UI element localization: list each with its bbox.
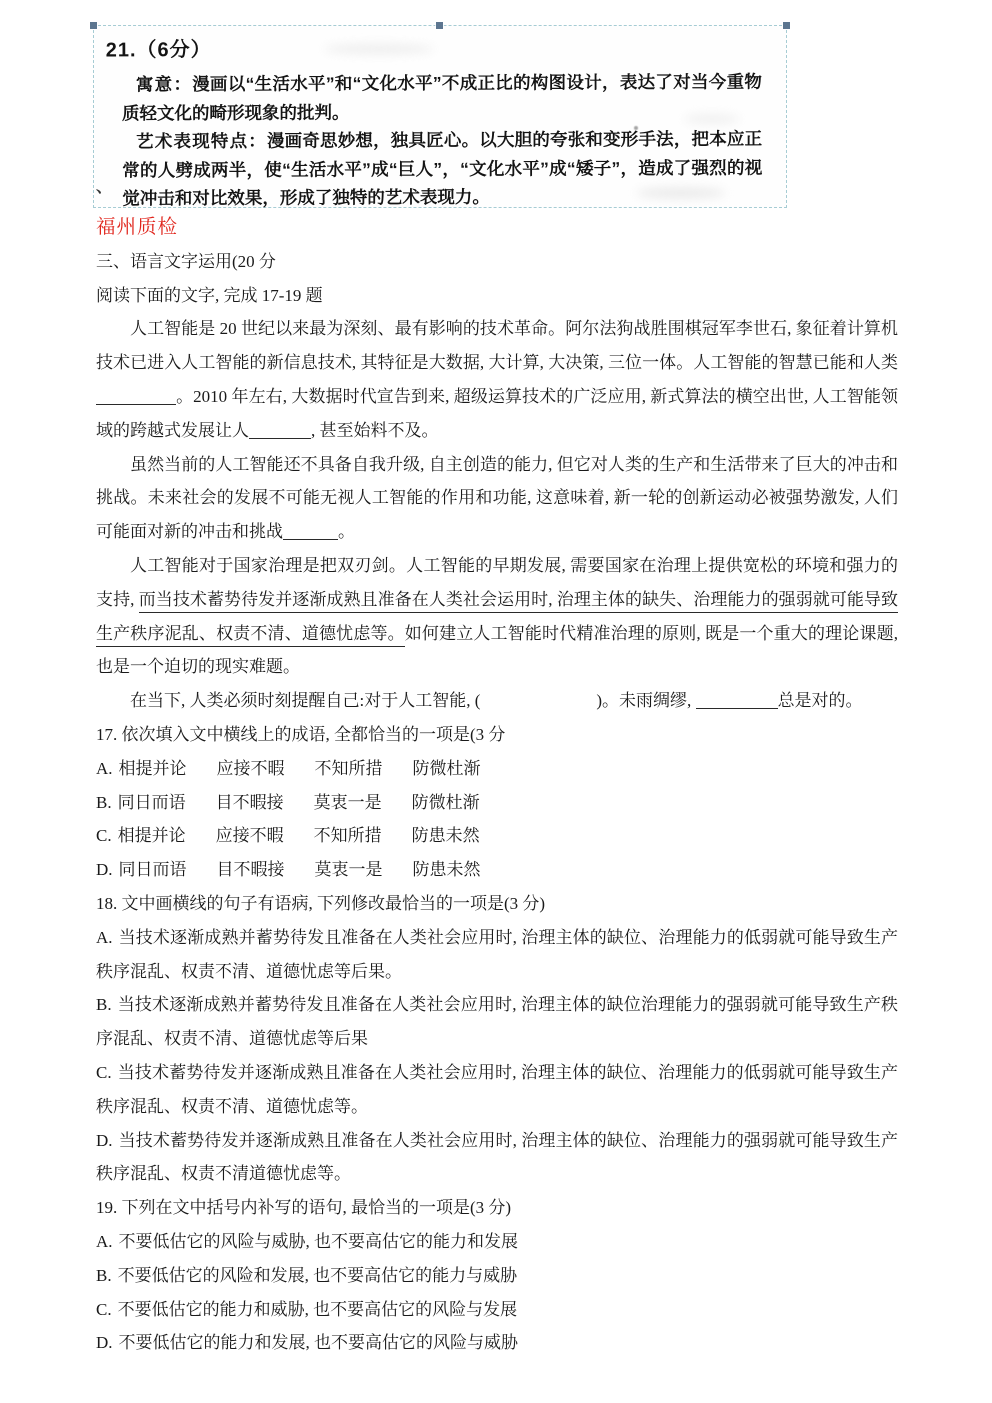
option-label: B. (96, 1265, 112, 1285)
scan-content (94, 24, 787, 208)
question-17-option (96, 853, 898, 887)
idiom-choice: 不知所措 (313, 826, 382, 846)
idiom-choice: 相提并论 (118, 758, 187, 778)
idiom-choice: 防微杜渐 (411, 792, 480, 812)
question-17-option (96, 752, 898, 786)
idiom-choice: 目不暇接 (216, 860, 285, 880)
idiom-choice: 应接不暇 (215, 826, 284, 846)
option-label: C. (96, 826, 112, 846)
question-17-option (96, 819, 898, 853)
question-19-option (96, 1326, 898, 1360)
passage-paragraph: 虽然当前的人工智能还不具备自我升级, 自主创造的能力, 但它对人类的生产和生活带来了巨大的冲击和挑战。未来社会的发展不可能无视人工智能的作用和功能, 这意味着, 新一轮的创新运动必被强势激发, 人们可能面对新的冲击和挑战 。 (96, 454, 898, 542)
question-18-option (96, 988, 898, 1056)
idiom-choice: 同日而语 (118, 860, 187, 880)
fill-in-blank (283, 529, 338, 540)
option-label: B. (96, 995, 112, 1015)
passage-paragraph: 人工智能对于国家治理是把双刃剑。人工智能的早期发展, 需要国家在治理上提供宽松的环境和强力的支持, 而当技术蓄势待发并逐渐成熟且准备在人类社会运用时, 治理主体的缺失、治理能力的强弱就可能导致生产秩序泥乱、权责不清、道德忧虑等。如何建立人工智能时代精准治理的原则, 既是一个重大的理论课题, 也是一个迫切的现实难题。 (96, 555, 899, 677)
section-title: 三、语言文字运用(20 分 (96, 251, 276, 271)
scan-question-number: 21.（6分） (105, 38, 212, 62)
fill-in-blank (96, 394, 176, 405)
question-18-option (96, 921, 898, 989)
question-18-option (96, 1056, 898, 1124)
option-text: 不要低估它的风险和发展, 也不要高估它的能力与威胁 (117, 1265, 518, 1285)
scan-paragraph-label: 寓意： (135, 74, 193, 95)
fill-in-blank (696, 698, 778, 709)
question-18-stem: 18. 文中画横线的句子有语病, 下列修改最恰当的一项是(3 分) (96, 893, 546, 913)
question-19-options (96, 1225, 898, 1360)
option-text: 当技术蓄势待发并逐渐成熟且准备在人类社会应用时, 治理主体的缺位、治理能力的强弱就可能导致生产秩序混乱、权责不清道德忧虑等。 (96, 1130, 898, 1184)
option-label: A. (96, 758, 113, 778)
idiom-choice: 防患未然 (411, 826, 480, 846)
option-label: C. (96, 1299, 112, 1319)
scan-stray-mark: 、 (96, 179, 113, 196)
fill-in-blank (249, 428, 311, 439)
scan-paragraph-label: 艺术表现特点： (136, 130, 267, 152)
question-18-option (96, 1124, 898, 1192)
bracket-gap (480, 704, 596, 706)
option-text: 当技术逐渐成熟并蓄势待发且准备在人类社会应用时, 治理主体的缺位、治理能力的低弱就可能导致生产秩序混乱、权责不清、道德忧虑等后果。 (96, 927, 898, 981)
question-18-options (96, 921, 898, 1191)
idiom-choice: 相提并论 (117, 826, 186, 846)
option-label: D. (96, 1130, 113, 1150)
reading-prompt: 阅读下面的文字, 完成 17-19 题 (96, 285, 323, 305)
idiom-choice: 应接不暇 (216, 758, 285, 778)
passage-paragraph: 人工智能是 20 世纪以来最为深刻、最有影响的技术革命。阿尔法狗战胜围棋冠军李世石, 象征着计算机技术已进入人工智能的新信息技术, 其特征是大数据, 大计算, 大决策, 三位一体。人工智能的智慧已能和人类。2010 年左右, 大数据时代宣告到来, 超级运算技术的广泛应用, 新式算法的横空出世, 人工智能领域的跨越式发展让人 , 甚至始料不及。 (96, 319, 898, 440)
option-text: 不要低估它的风险与威胁, 也不要高估它的能力和发展 (118, 1231, 519, 1251)
option-text: 当技术逐渐成熟并蓄势待发且准备在人类社会应用时, 治理主体的缺位治理能力的强弱就可能导致生产秩序混乱、权责不清、道德忧虑等后果 (96, 995, 898, 1049)
question-19-stem: 19. 下列在文中括号内补写的语句, 最恰当的一项是(3 分) (96, 1198, 512, 1218)
option-text: 当技术蓄势待发并逐渐成熟且准备在人类社会应用时, 治理主体的缺位、治理能力的低弱就可能导致生产秩序混乱、权责不清、道德忧虑等。 (96, 1062, 898, 1116)
exam-body (96, 211, 898, 1360)
passage-paragraph: 在当下, 人类必须时刻提醒自己:对于人工智能, ( )。未雨绸缪, 总是对的。 (130, 691, 863, 711)
idiom-choice: 不知所措 (314, 758, 383, 778)
option-label: C. (96, 1062, 112, 1082)
option-label: D. (96, 1333, 113, 1353)
question-17-option (96, 786, 898, 820)
idiom-choice: 防患未然 (412, 860, 481, 880)
underlined-sentence: 而当技术蓄势待发并逐渐成熟且准备在人类社会运用时, 治理主体的缺失、治理能力的强弱就可能导致生产秩序泥乱、权责不清、道德忧虑等。 (96, 590, 898, 647)
answer-scan-image[interactable] (93, 25, 787, 208)
scan-paragraphs (106, 68, 777, 213)
option-text: 不要低估它的能力和威胁, 也不要高估它的风险与发展 (117, 1299, 518, 1319)
scan-paragraph: 艺术表现特点：漫画奇思妙想，独具匠心。以大胆的夸张和变形手法，把本应正常的人劈成两半，使“生活水平”成“巨人”，“文化水平”成“矮子”，造成了强烈的视觉冲击和对比效果，形成了独特的艺术表现力。 (122, 128, 763, 209)
question-17-options (96, 752, 898, 887)
option-label: B. (96, 792, 112, 812)
idiom-choice: 目不暇接 (215, 792, 284, 812)
option-label: D. (96, 860, 113, 880)
scan-paragraph: 寓意：漫画以“生活水平”和“文化水平”不成正比的构图设计，表达了对当今重物质轻文化的畸形现象的批判。 (121, 71, 762, 123)
option-label: A. (96, 1231, 113, 1251)
option-text: 不要低估它的能力和发展, 也不要高估它的风险与威胁 (118, 1333, 519, 1353)
idiom-choice: 莫衷一是 (314, 860, 383, 880)
section-heading-red: 福州质检 (96, 217, 179, 238)
question-19-option (96, 1293, 898, 1327)
idiom-choice: 莫衷一是 (313, 792, 382, 812)
idiom-choice: 防微杜渐 (412, 758, 481, 778)
question-17-stem: 17. 依次填入文中横线上的成语, 全都恰当的一项是(3 分 (96, 724, 506, 744)
question-19-option (96, 1225, 898, 1259)
question-19-option (96, 1259, 898, 1293)
idiom-choice: 同日而语 (117, 792, 186, 812)
option-label: A. (96, 927, 113, 947)
passage (96, 312, 898, 718)
